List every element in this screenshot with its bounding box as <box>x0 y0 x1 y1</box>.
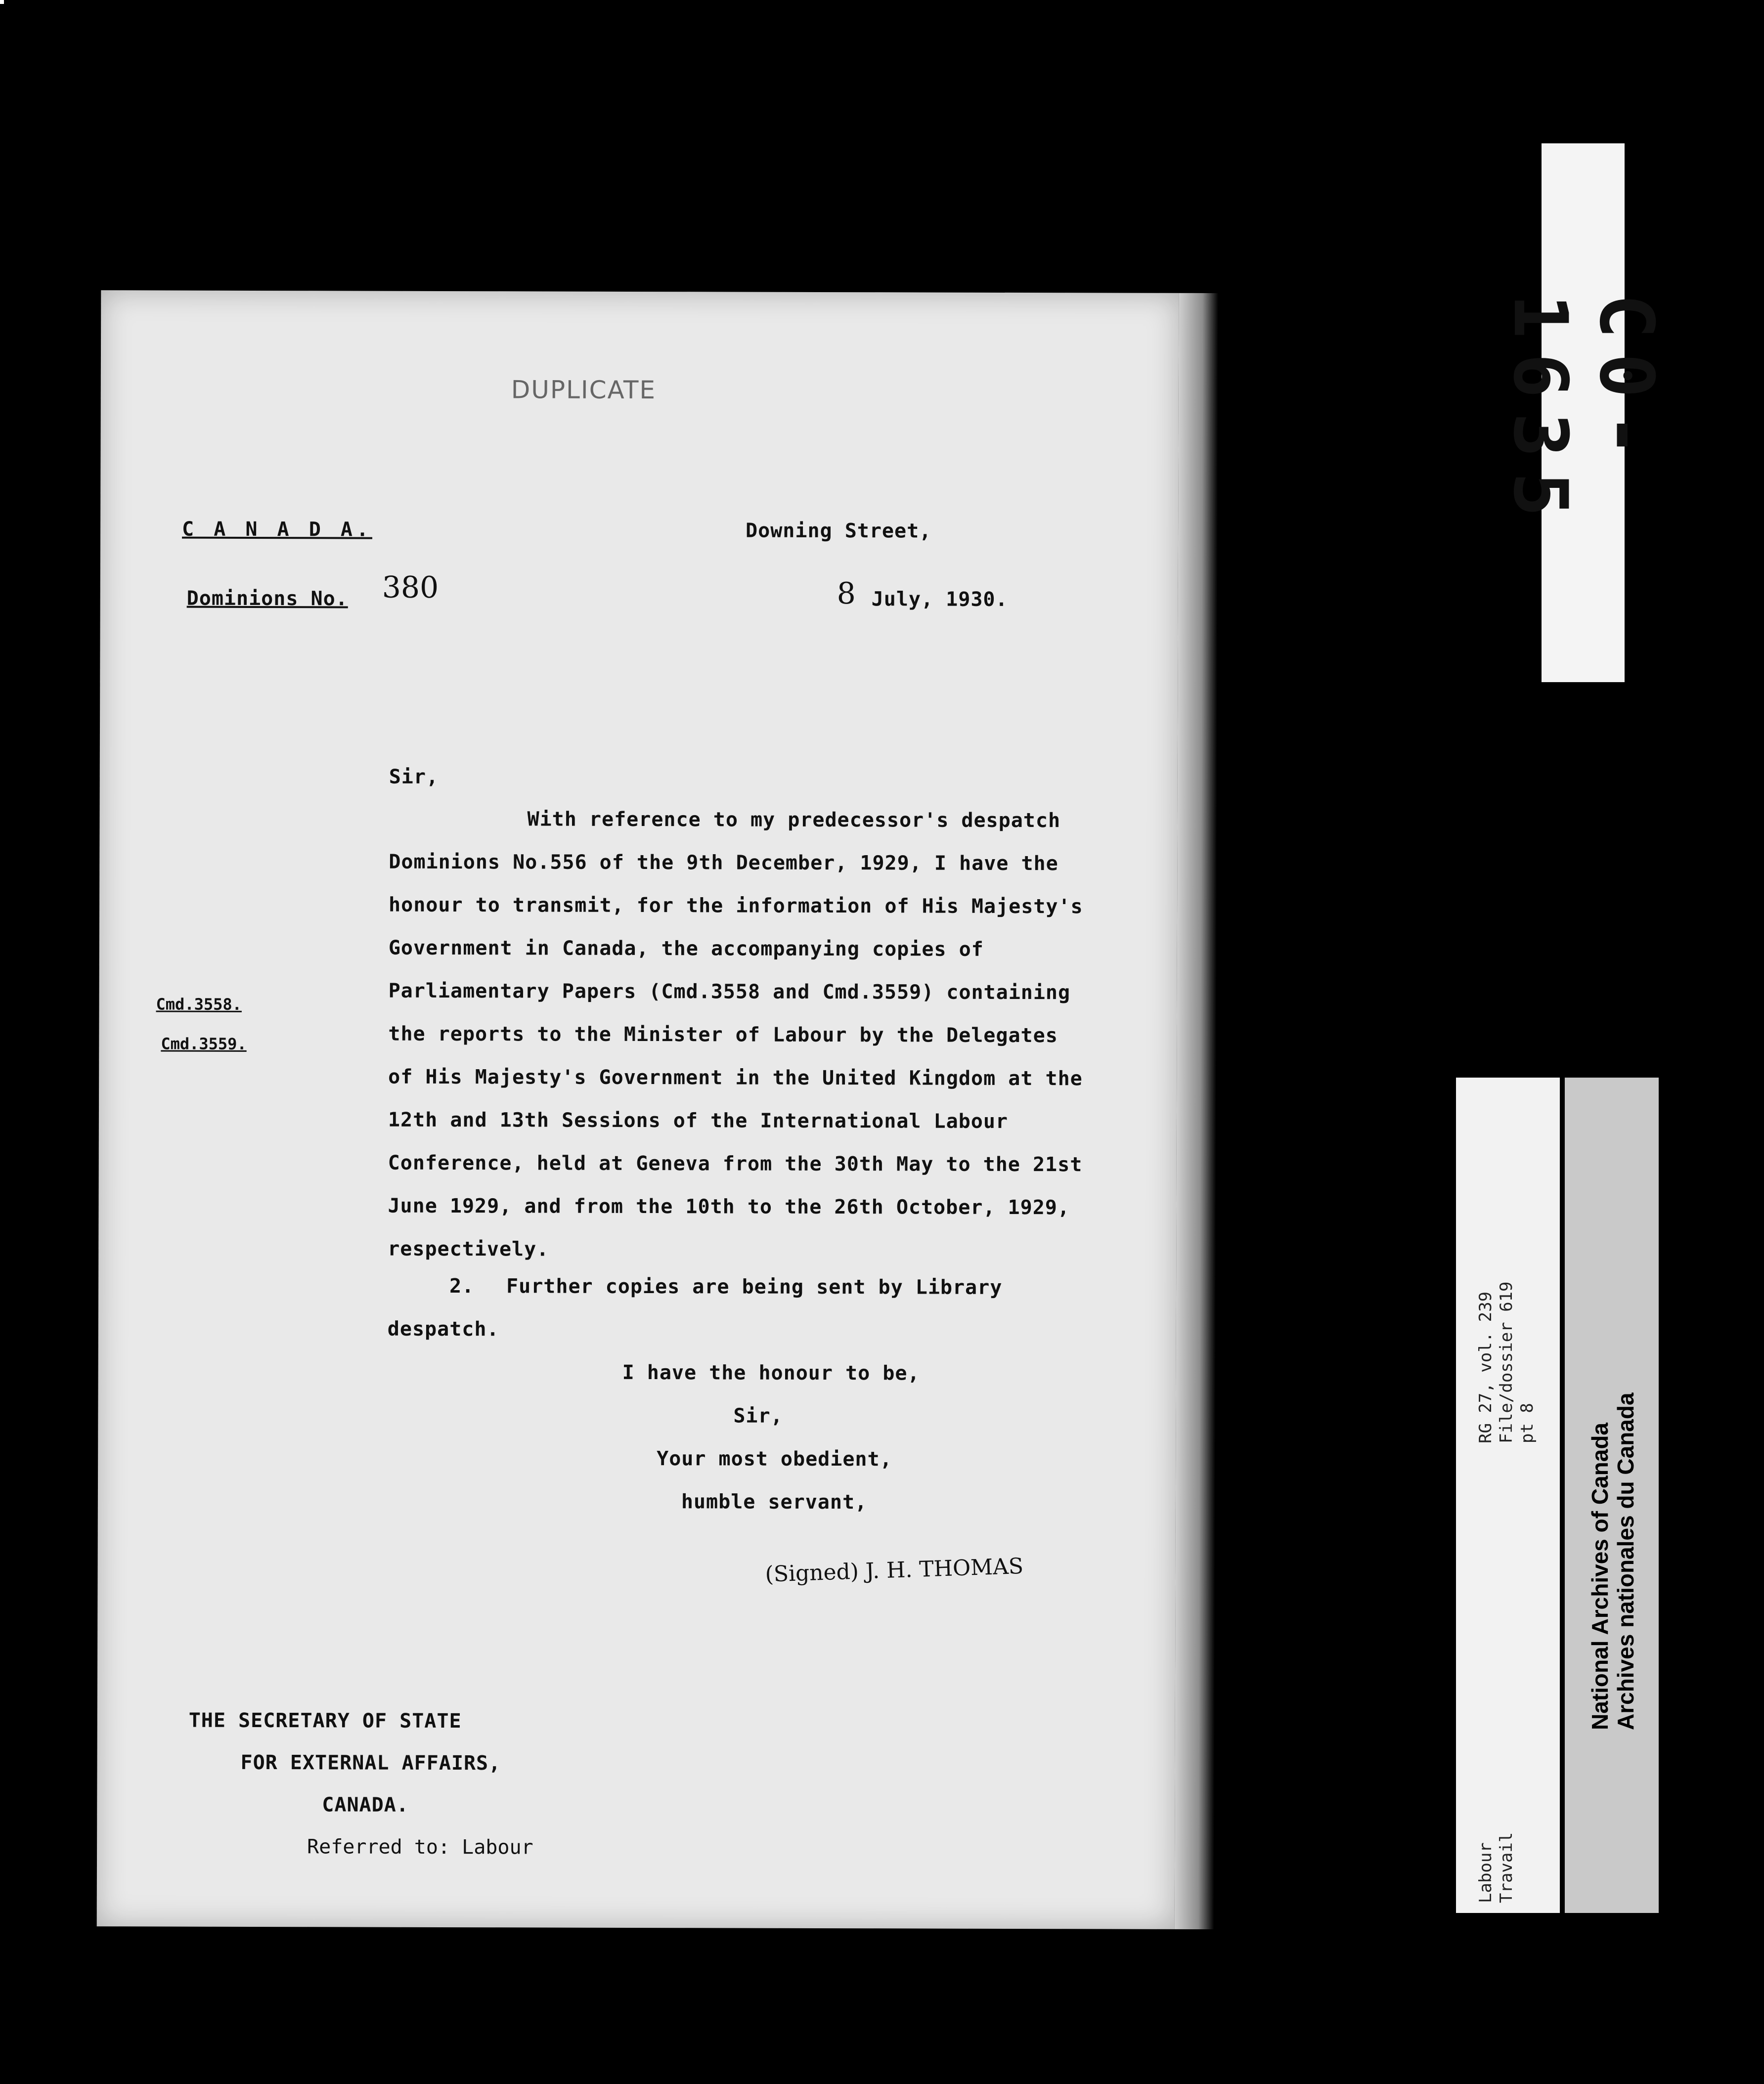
body-line: respectively. <box>388 1237 549 1261</box>
recipient-line: FOR EXTERNAL AFFAIRS, <box>240 1751 501 1775</box>
recipient-line: THE SECRETARY OF STATE <box>188 1709 462 1733</box>
duplicate-stamp: DUPLICATE <box>511 375 657 405</box>
frame-number-label <box>1497 143 1669 682</box>
date-day: 8 <box>837 576 856 611</box>
closing-line: I have the honour to be, <box>622 1361 920 1385</box>
body-line: the reports to the Minister of Labour by the Delegates <box>388 1022 1058 1047</box>
reference-line: RG 27, vol. 239 <box>1476 1291 1496 1443</box>
closing-line: Sir, <box>733 1404 783 1428</box>
closing-line: humble servant, <box>681 1490 868 1514</box>
address: Downing Street, <box>746 519 932 543</box>
salutation: Sir, <box>389 765 439 788</box>
referred-to: Referred to: Labour <box>307 1835 533 1859</box>
body-line: 12th and 13th Sessions of the International Labour <box>388 1108 1009 1133</box>
closing-line: Your most obedient, <box>657 1447 892 1471</box>
dominions-label: Dominions No. <box>186 587 348 610</box>
sheet-edge <box>1175 293 1219 1929</box>
body-line: honour to transmit, for the information of His Majesty's <box>389 893 1083 918</box>
margin-note-cmd3559: Cmd.3559. <box>161 1034 247 1053</box>
archive-institution-label <box>1565 1078 1659 1913</box>
institution-line: Archives nationales du Canada <box>1613 1392 1638 1730</box>
corner-mark <box>0 0 4 4</box>
margin-note-cmd3558: Cmd.3558. <box>156 995 242 1014</box>
reference-line: File/dossier 619 <box>1497 1281 1516 1443</box>
body-line: Dominions No.556 of the 9th December, 1929, I have the <box>389 850 1058 875</box>
body-line: June 1929, and from the 10th to the 26th October, 1929, <box>388 1194 1070 1219</box>
reference-line: pt 8 <box>1517 1403 1537 1443</box>
dominions-number: 380 <box>382 570 439 605</box>
body-line: of His Majesty's Government in the United Kingdom at the <box>388 1065 1083 1090</box>
date-rest: July, 1930. <box>871 588 1008 611</box>
institution-line: National Archives of Canada <box>1587 1422 1613 1730</box>
para2-number: 2. <box>449 1275 475 1298</box>
subject-line: Labour <box>1476 1842 1496 1903</box>
body-line: Parliamentary Papers (Cmd.3558 and Cmd.3559) containing <box>388 979 1071 1004</box>
country-heading: C A N A D A. <box>182 518 373 541</box>
body-line: With reference to my predecessor's despatch <box>527 808 1061 832</box>
body-line: Conference, held at Geneva from the 30th May to the 21st <box>388 1151 1083 1176</box>
recipient-line: CANADA. <box>322 1793 409 1817</box>
body-line: Government in Canada, the accompanying copies of <box>388 936 984 961</box>
signature: (Signed) J. H. THOMAS <box>764 1553 1024 1587</box>
para2-line: Further copies are being sent by Library <box>506 1275 1003 1299</box>
frame-number: C0-1635 <box>1497 294 1669 532</box>
archive-reference-label <box>1456 1078 1560 1913</box>
para2-line: despatch. <box>387 1317 499 1341</box>
document-sheet <box>97 290 1179 1929</box>
subject-line: Travail <box>1497 1832 1516 1903</box>
